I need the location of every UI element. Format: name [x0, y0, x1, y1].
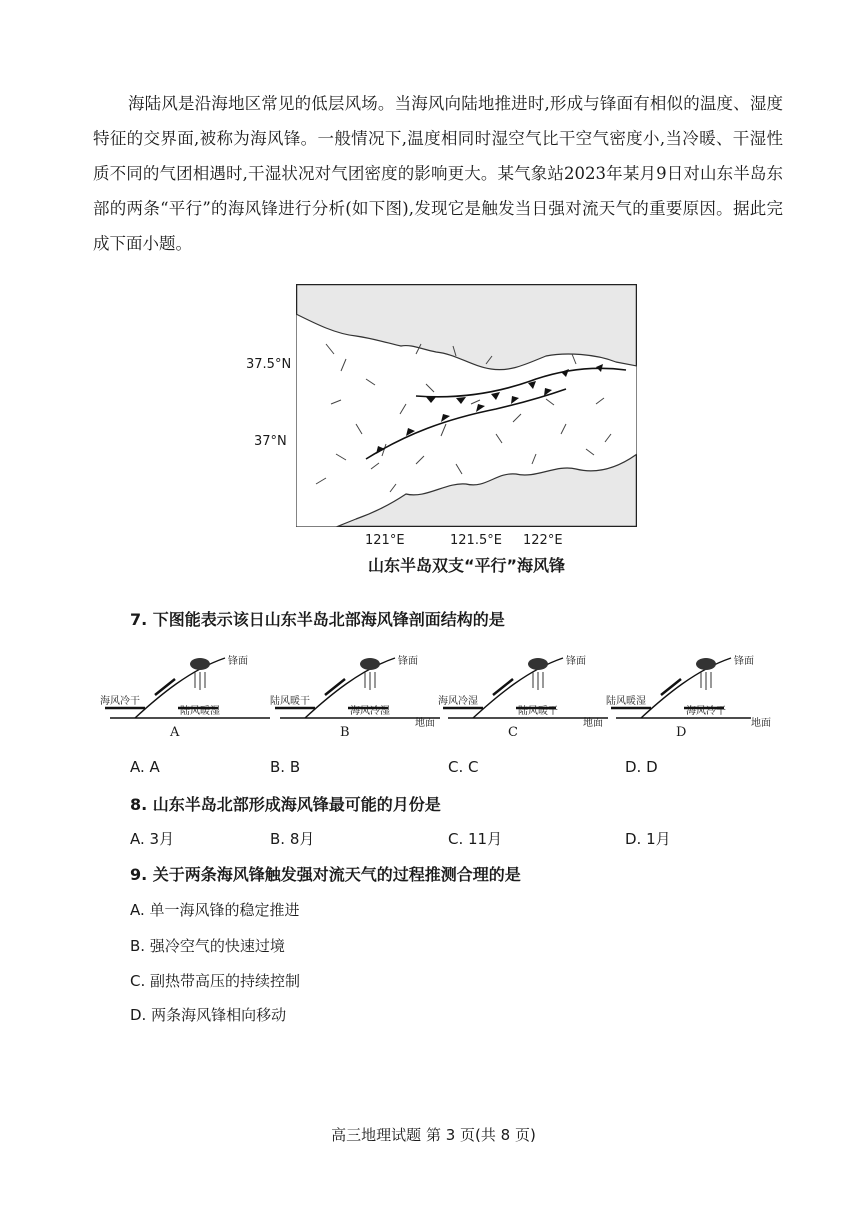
- q9-option-a[interactable]: A. 单一海风锋的稳定推进: [130, 901, 300, 919]
- diagram-b-ground-label: 地面: [415, 718, 435, 729]
- q8-option-c[interactable]: C. 11月: [448, 830, 503, 848]
- diagram-b-letter: B: [340, 725, 350, 740]
- diagram-d-letter: D: [676, 725, 687, 740]
- diagram-a-letter: A: [170, 725, 180, 740]
- diagram-b-right-label: 海风冷湿: [350, 706, 390, 717]
- diagram-a-drawing: [100, 650, 280, 730]
- diagram-c-letter: C: [508, 725, 518, 740]
- diagram-d-front-label: 锋面: [734, 656, 754, 667]
- intro-text: 海陆风是沿海地区常见的低层风场。当海风向陆地推进时,形成与锋面有相似的温度、湿度特征的交界面,被称为海风锋。一般情况下,温度相同时湿空气比干空气密度小,当冷暖、干湿性质不同的气团相遇时,干湿状况对气团密度的影响更大。某气象站2023年某月9日对山东半岛东部的两条“平行”的海风锋进行分析(如下图),发现它是触发当日强对流天气的重要原因。据此完成下面小题。: [93, 94, 783, 253]
- q7-option-a[interactable]: A. A: [130, 758, 160, 776]
- diagram-a: [100, 650, 280, 745]
- q7-option-b[interactable]: B. B: [270, 758, 301, 776]
- lat-label-37-5: 37.5°N: [246, 357, 292, 372]
- diagram-b: [270, 650, 450, 745]
- q9-option-b[interactable]: B. 强冷空气的快速过境: [130, 937, 285, 955]
- q7-stem: 7. 下图能表示该日山东半岛北部海风锋剖面结构的是: [130, 610, 505, 629]
- q7-option-d[interactable]: D. D: [625, 758, 658, 776]
- q7-option-c[interactable]: C. C: [448, 758, 479, 776]
- diagram-d-ground-label: 地面: [751, 718, 771, 729]
- sea-breeze-front-map: [296, 284, 637, 527]
- diagram-d: [606, 650, 786, 745]
- lon-label-122: 122°E: [523, 533, 563, 548]
- diagram-c-right-label: 陆风暖干: [518, 706, 558, 717]
- q8-option-b[interactable]: B. 8月: [270, 830, 315, 848]
- q9-option-c[interactable]: C. 副热带高压的持续控制: [130, 972, 301, 990]
- q8-stem: 8. 山东半岛北部形成海风锋最可能的月份是: [130, 795, 441, 814]
- lon-label-121-5: 121.5°E: [450, 533, 502, 548]
- page-footer: 高三地理试题 第 3 页(共 8 页): [331, 1126, 536, 1144]
- q9-stem: 9. 关于两条海风锋触发强对流天气的过程推测合理的是: [130, 865, 521, 884]
- lon-label-121: 121°E: [365, 533, 405, 548]
- map-caption: 山东半岛双支“平行”海风锋: [367, 556, 566, 575]
- diagram-c-front-label: 锋面: [566, 656, 586, 667]
- diagram-b-left-label: 陆风暖干: [270, 696, 310, 707]
- diagram-c: [438, 650, 618, 745]
- diagram-d-right-label: 海风冷干: [686, 706, 726, 717]
- diagram-d-left-label: 陆风暖湿: [606, 696, 646, 707]
- diagram-c-ground-label: 地面: [583, 718, 603, 729]
- q9-option-d[interactable]: D. 两条海风锋相向移动: [130, 1006, 287, 1024]
- q8-option-a[interactable]: A. 3月: [130, 830, 175, 848]
- diagram-a-left-label: 海风冷干: [100, 696, 140, 707]
- diagram-a-right-label: 陆风暖湿: [180, 706, 220, 717]
- q8-option-d[interactable]: D. 1月: [625, 830, 671, 848]
- lat-label-37: 37°N: [254, 434, 287, 449]
- diagram-b-front-label: 锋面: [398, 656, 418, 667]
- diagram-c-left-label: 海风冷湿: [438, 696, 478, 707]
- intro-paragraph: [93, 86, 783, 261]
- diagram-a-front-label: 锋面: [228, 656, 248, 667]
